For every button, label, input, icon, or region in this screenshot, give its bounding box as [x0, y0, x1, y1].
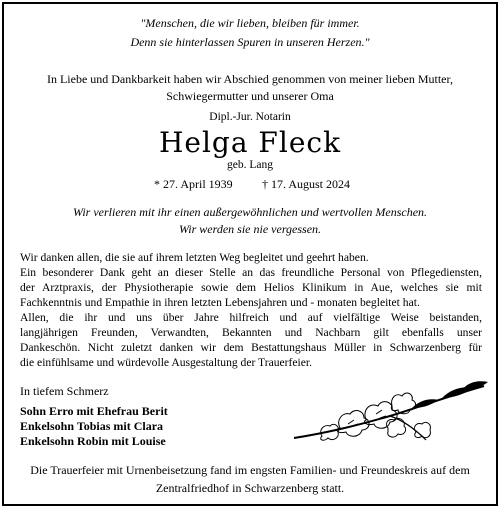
thanks-paragraph-3-line-4: die einfühlsame und würdevolle Ausgestaltung der Trauerfeier. [20, 356, 313, 369]
flower-branch-icon [292, 380, 492, 454]
family-member-1: Sohn Erro mit Ehefrau Berit [20, 404, 168, 418]
subline-1: Wir verlieren mit ihr einen außergewöhnlichen und wertvollen Menschen. [72, 205, 428, 219]
intro-line-2: Schwiegermutter und unserer Oma [166, 89, 334, 103]
grief-line: In tiefem Schmerz [20, 384, 109, 398]
subline-2: Wir werden sie nie vergessen. [178, 222, 322, 236]
thanks-paragraph-1: Wir danken allen, die sie auf ihrem letzten Weg begleitet und geehrt haben. [20, 251, 369, 264]
thanks-paragraph-2-line-3: Fachkenntnis und Empathie in ihren letzten Lebensjahren und - monaten begleitet hat. [20, 296, 420, 309]
quote-line-2: Denn sie hinterlassen Spuren in unseren Herzen." [130, 35, 370, 49]
intro-line-1: In Liebe und Dankbarkeit haben wir Abschied genommen von meiner lieben Mutter, [46, 72, 454, 86]
family-member-2: Enkelsohn Tobias mit Clara [20, 419, 164, 433]
thanks-paragraph-2-line-1: Ein besonderer Dank geht an dieser Stelle an das freundliche Personal von Pflegediensten, [20, 266, 482, 279]
person-name: Helga Fleck [158, 126, 342, 159]
death-date: † 17. August 2024 [262, 177, 351, 191]
footer-line-2: Zentralfriedhof in Schwarzenberg statt. [155, 481, 345, 495]
maiden-name: geb. Lang [227, 159, 273, 171]
birth-date: * 27. April 1939 [154, 177, 233, 191]
thanks-text [20, 250, 482, 370]
obituary-notice [2, 2, 498, 506]
thanks-paragraph-3-line-1: Allen, die ihr und uns über Jahre hilfreich und auf vielfältige Weise beistanden, [20, 311, 482, 324]
thanks-paragraph-3-line-2: langjährigen Freunden, Verwandten, Bekannten und Nachbarn gilt ebenfalls unser [20, 326, 482, 339]
person-title: Dipl.-Jur. Notarin [209, 111, 291, 123]
footer-line-1: Die Trauerfeier mit Urnenbeisetzung fand im engsten Familien- und Freundeskreis auf dem [30, 463, 470, 477]
thanks-paragraph-2-line-2: der Arztpraxis, der Physiotherapie sowie dem Helios Klinikum in Aue, welches sie mit [20, 281, 482, 294]
quote-line-1: "Menschen, die wir lieben, bleiben für immer. [140, 16, 360, 30]
thanks-paragraph-3-line-3: Dankeschön. Nicht zuletzt danken wir dem Bestattungshaus Müller in Schwarzenberg für [20, 341, 482, 354]
family-member-3: Enkelsohn Robin mit Louise [20, 434, 166, 448]
